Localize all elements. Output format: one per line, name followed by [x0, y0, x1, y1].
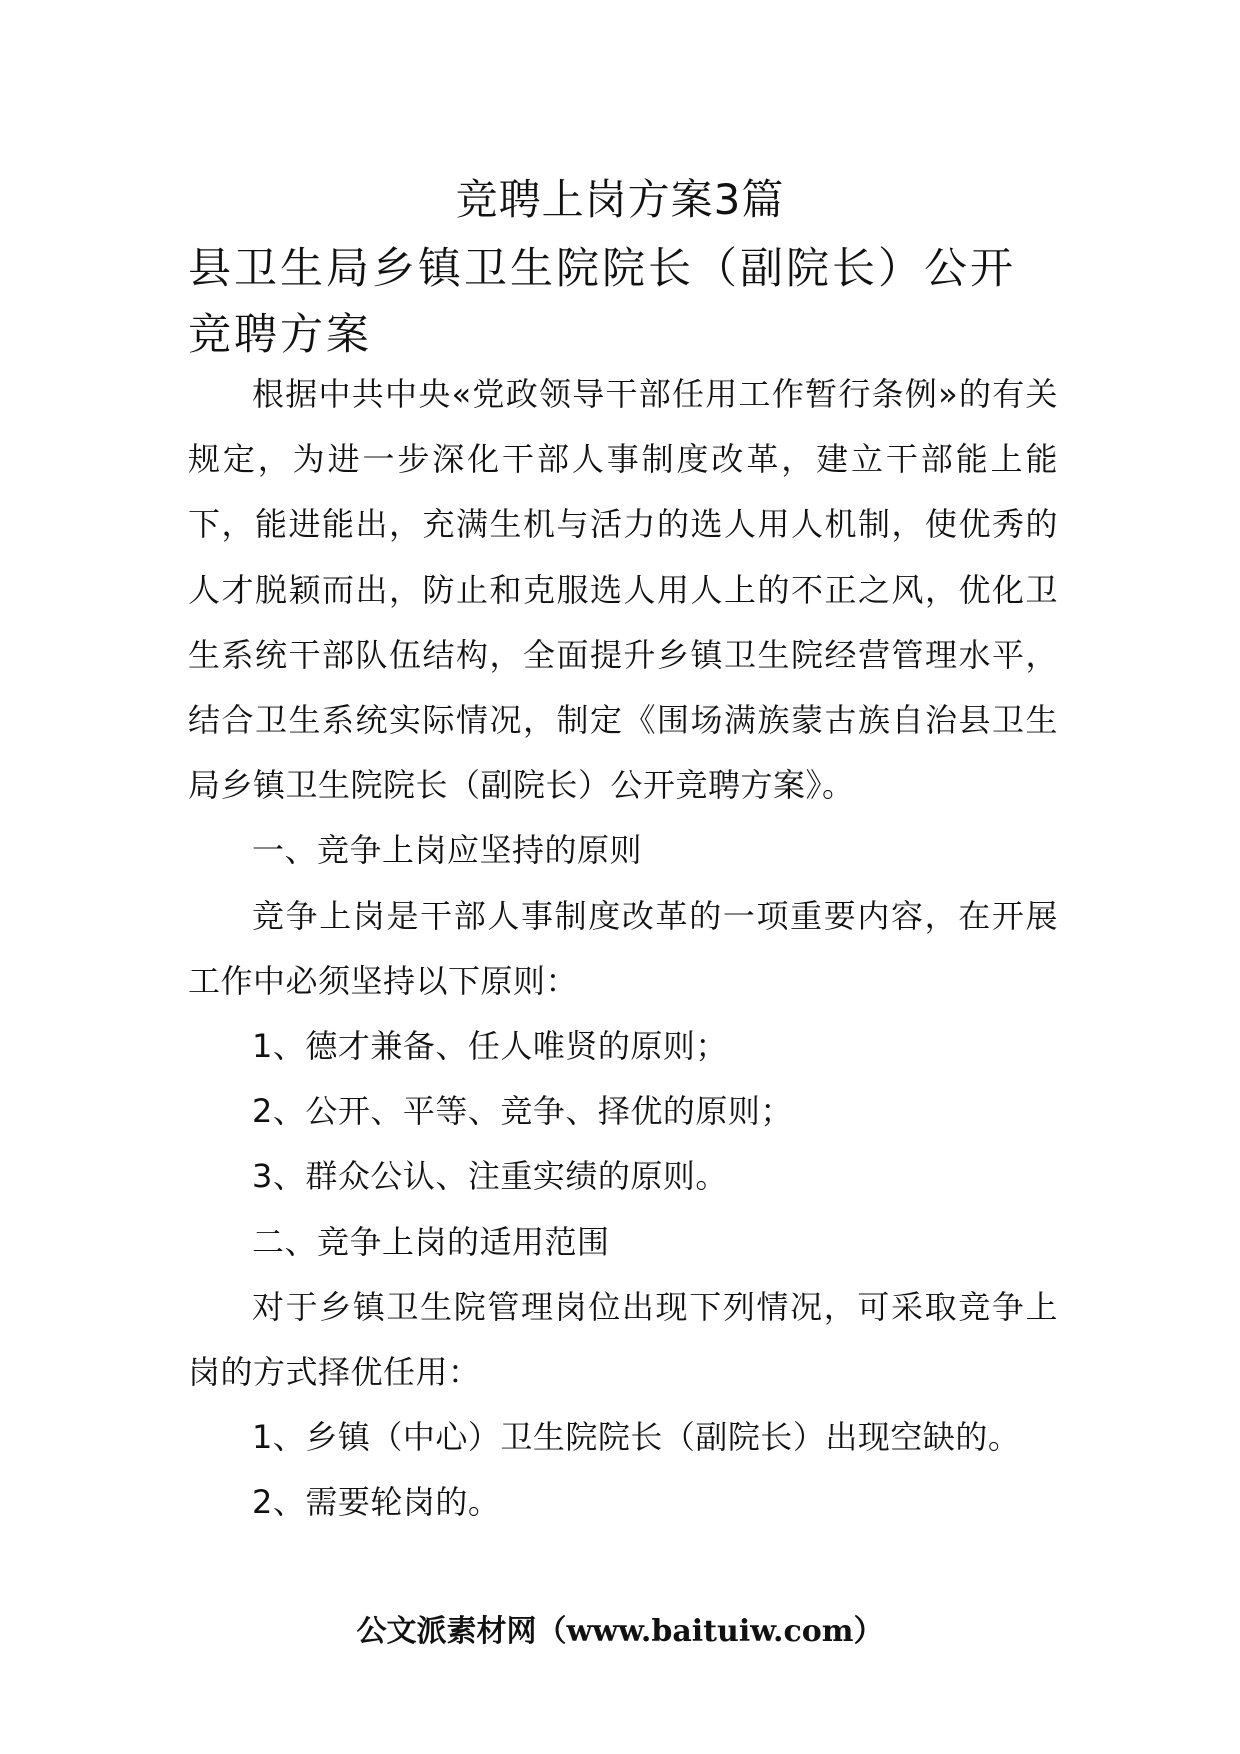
footer-source: 公文派素材网（www.baituiw.com） [356, 1614, 884, 1649]
list-item: 1、德才兼备、任人唯贤的原则； [252, 1027, 728, 1066]
list-item: 1、乡镇（中心）卫生院院长（副院长）出现空缺的。 [252, 1418, 1021, 1457]
paragraph-intro: 根据中共中央«党政领导干部任用工作暂行条例»的有关规定，为进一步深化干部人事制度改革，建立干部能上能下，能进能出，充满生机与活力的选人用人机制，使优秀的人才脱颖而出，防止和克服选人用人上的不正之风，优化卫生系统干部队伍结构，全面提升乡镇卫生院经营管理水平，结合卫生系统实际情况，制定《围场满族蒙古族自治县卫生局乡镇卫生院院长（副院长）公开竞聘方案》。 [188, 375, 1058, 805]
heading-principles: 一、竞争上岗应坚持的原则 [252, 831, 643, 870]
list-item: 2、公开、平等、竞争、择优的原则； [252, 1092, 793, 1131]
document-title: 竞聘上岗方案3篇 [455, 175, 785, 224]
section-title: 县卫生局乡镇卫生院院长（副院长）公开竞聘方案 [188, 244, 1016, 360]
document-body [188, 362, 1058, 1536]
list-item: 3、群众公认、注重实绩的原则。 [252, 1157, 728, 1196]
list-item: 2、需要轮岗的。 [252, 1483, 501, 1522]
heading-scope: 二、竞争上岗的适用范围 [252, 1222, 610, 1261]
paragraph-principles: 竞争上岗是干部人事制度改革的一项重要内容，在开展工作中必须坚持以下原则： [188, 896, 1058, 1000]
paragraph-scope: 对于乡镇卫生院管理岗位出现下列情况，可采取竞争上岗的方式择优任用： [188, 1287, 1058, 1392]
